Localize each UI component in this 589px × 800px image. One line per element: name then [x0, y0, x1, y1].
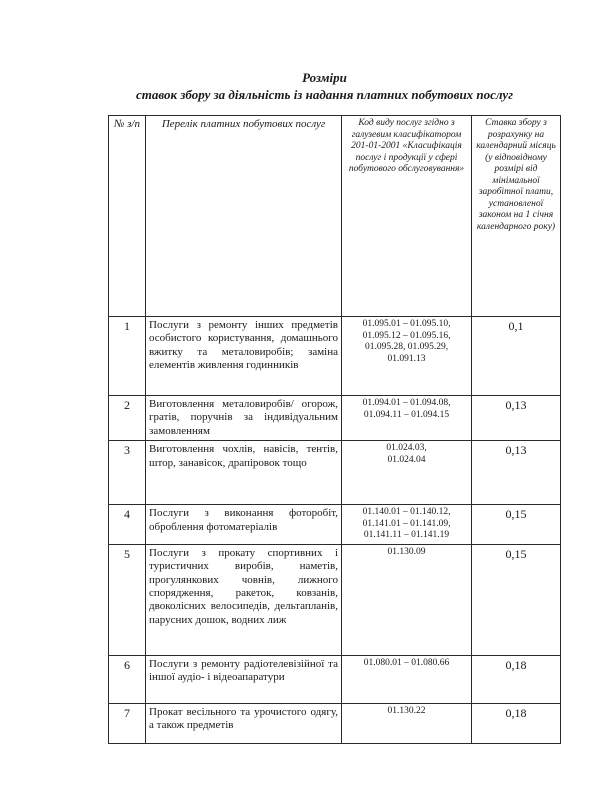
service-name: Виготовлення чохлів, навісів, тентів, штор, занавісок, драпіровок тощо: [146, 441, 342, 505]
service-name: Прокат весільного та урочистого одягу, а також предметів: [146, 703, 342, 743]
row-number: 3: [109, 441, 146, 505]
service-codes: [342, 544, 472, 655]
header-service-list: Перелік платних побутових послуг: [146, 116, 342, 317]
rate-value: 0,15: [472, 544, 561, 655]
document-subtitle: ставок збору за діяльність із надання платних побутових послуг: [136, 87, 513, 102]
rate-value: 0,1: [472, 317, 561, 396]
rate-value: 0,13: [472, 441, 561, 505]
service-name: Виготовлення металовиробів/ огорож, гратів, поручнів за індивідуальним замовленням: [146, 396, 342, 441]
table-row: [109, 655, 561, 703]
row-number: 5: [109, 544, 146, 655]
row-number: 7: [109, 703, 146, 743]
service-codes: [342, 396, 472, 441]
service-codes: [342, 505, 472, 545]
rate-value: 0,18: [472, 703, 561, 743]
service-name: Послуги з виконання фоторобіт, оброблення фотоматеріалів: [146, 505, 342, 545]
table-row: [109, 703, 561, 743]
service-code: 01.094.01 – 01.094.08,: [362, 398, 451, 408]
service-codes: [342, 317, 472, 396]
header-rate: Ставка збору з розрахунку на календарний місяць (у відповідному розмірі від мінімальної заробітної плати, установленої законом на 1 січня календарного року): [472, 116, 561, 317]
document-title: Розміри: [302, 70, 347, 85]
row-number: 2: [109, 396, 146, 441]
service-code: 01.141.01 – 01.141.09,: [362, 518, 451, 529]
rate-value: 0,18: [472, 655, 561, 703]
service-name: Послуги з ремонту радіотелевізійної та іншої аудіо- і відеоапаратури: [146, 655, 342, 703]
table-row: [109, 544, 561, 655]
rate-value: 0,15: [472, 505, 561, 545]
service-codes: [342, 703, 472, 743]
service-code: 01.095.01 – 01.095.10,: [362, 319, 451, 329]
service-code: 01.091.13: [387, 353, 426, 364]
service-codes: [342, 441, 472, 505]
service-codes: [342, 655, 472, 703]
row-number: 6: [109, 655, 146, 703]
table-row: [109, 441, 561, 505]
rates-table: [108, 115, 561, 744]
service-code: 01.130.09: [387, 546, 426, 557]
service-code: 01.024.03,: [386, 443, 427, 454]
table-row: [109, 396, 561, 441]
row-number: 1: [109, 317, 146, 396]
service-code: 01.130.22: [387, 705, 426, 716]
service-code: 01.140.01 – 01.140.12,: [362, 507, 451, 518]
service-code: 01.080.01 – 01.080.66: [363, 657, 450, 668]
service-code: 01.141.11 – 01.141.19: [363, 530, 450, 541]
service-name: Послуги з ремонту інших предметів особистого користування, домашнього вжитку та металовиробів; заміна елементів живлення годинників: [146, 317, 342, 396]
service-name: Послуги з прокату спортивних і туристичних виробів, наметів, прогулянкових човнів, лижного спорядження, ракеток, ковзанів, двоколісних велосипедів, дельтапланів, парусних дошок, водних лиж: [146, 544, 342, 655]
table-header-row: [109, 116, 561, 317]
service-code: 01.024.04: [387, 454, 426, 465]
service-code: 01.095.28, 01.095.29,: [364, 342, 449, 352]
service-code: 01.095.12 – 01.095.16,: [362, 330, 451, 341]
table-row: [109, 317, 561, 396]
header-service-code: Код виду послуг згідно з галузевим класифікатором 201-01-2001 «Класифікація послуг і продукції у сфері побутового обслуговування»: [342, 116, 472, 317]
table-row: [109, 505, 561, 545]
header-number: № з/п: [109, 116, 146, 317]
rate-value: 0,13: [472, 396, 561, 441]
service-code: 01.094.11 – 01.094.15: [363, 409, 450, 420]
row-number: 4: [109, 505, 146, 545]
